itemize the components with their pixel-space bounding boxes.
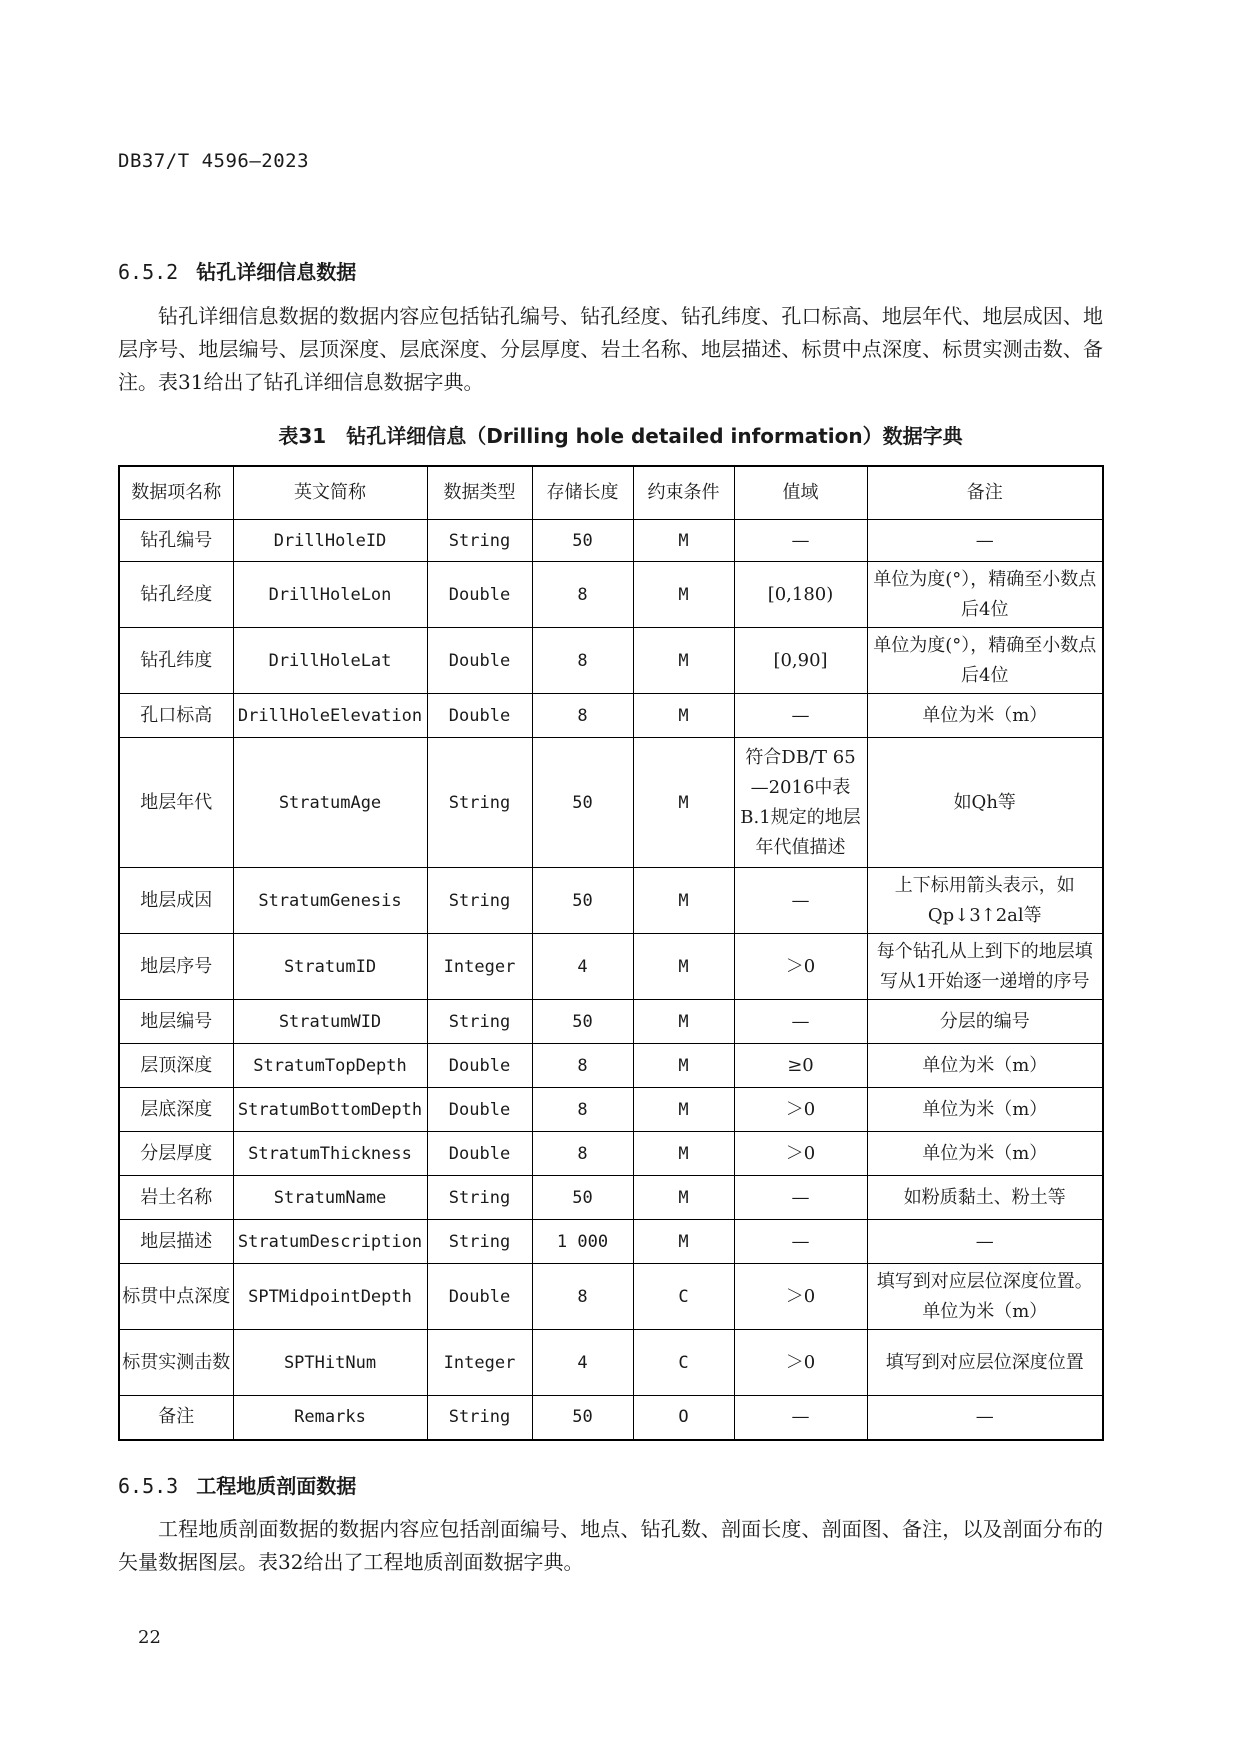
data-dictionary-table (118, 465, 1104, 1441)
table-cell: M (633, 520, 734, 562)
table-cell: DrillHoleLat (233, 628, 427, 694)
table-row (119, 520, 1103, 562)
table-cell: Double (427, 562, 532, 628)
table-cell: — (734, 520, 867, 562)
table-cell: C (633, 1264, 734, 1330)
col-header: 存储长度 (532, 466, 633, 520)
table-cell: StratumGenesis (233, 868, 427, 934)
table-cell: String (427, 1176, 532, 1220)
table-row (119, 1044, 1103, 1088)
table-cell: DrillHoleLon (233, 562, 427, 628)
table-cell: M (633, 868, 734, 934)
table-cell: — (867, 1220, 1103, 1264)
table-cell: 单位为米（m） (867, 1044, 1103, 1088)
table-cell: 50 (532, 1000, 633, 1044)
table-cell: 填写到对应层位深度位置 (867, 1330, 1103, 1396)
table-header-row (119, 466, 1103, 520)
table-cell: StratumAge (233, 738, 427, 868)
table-cell: M (633, 934, 734, 1000)
table-cell: 50 (532, 738, 633, 868)
table-cell: Double (427, 1132, 532, 1176)
table-cell: ＞0 (734, 1264, 867, 1330)
table-cell: 50 (532, 1176, 633, 1220)
table-cell: 8 (532, 562, 633, 628)
table-cell: String (427, 868, 532, 934)
table-cell: Double (427, 694, 532, 738)
table-cell: StratumThickness (233, 1132, 427, 1176)
table-cell: — (867, 1396, 1103, 1440)
table-cell: String (427, 520, 532, 562)
table-cell: 如Qh等 (867, 738, 1103, 868)
col-header: 数据项名称 (119, 466, 233, 520)
table-cell: String (427, 738, 532, 868)
table-cell: M (633, 562, 734, 628)
table-cell: M (633, 738, 734, 868)
table-row (119, 738, 1103, 868)
table-cell: M (633, 1220, 734, 1264)
table-cell: 8 (532, 1264, 633, 1330)
table-cell: M (633, 1088, 734, 1132)
col-header: 英文简称 (233, 466, 427, 520)
section-6-5-3-paragraph: 工程地质剖面数据的数据内容应包括剖面编号、地点、钻孔数、剖面长度、剖面图、备注，以及剖面分布的矢量数据图层。表32给出了工程地质剖面数据字典。 (118, 1517, 1103, 1574)
col-header: 值域 (734, 466, 867, 520)
table-cell: 地层成因 (119, 868, 233, 934)
table-cell: — (734, 1396, 867, 1440)
table-cell: 孔口标高 (119, 694, 233, 738)
table-cell: Double (427, 1088, 532, 1132)
table-cell: 单位为米（m） (867, 694, 1103, 738)
table-cell: 上下标用箭头表示，如Qp↓3↑2al等 (867, 868, 1103, 934)
col-header: 数据类型 (427, 466, 532, 520)
col-header: 约束条件 (633, 466, 734, 520)
table-cell: String (427, 1220, 532, 1264)
table-cell: 标贯中点深度 (119, 1264, 233, 1330)
section-number: 6.5.3 (118, 1474, 179, 1498)
table-cell: 符合DB/T 65—2016中表B.1规定的地层年代值描述 (734, 738, 867, 868)
table-cell: 钻孔经度 (119, 562, 233, 628)
section-6-5-2-heading (118, 256, 356, 285)
table-row (119, 868, 1103, 934)
table-cell: 50 (532, 1396, 633, 1440)
table-cell: — (867, 520, 1103, 562)
table-cell: Double (427, 1264, 532, 1330)
table-cell: 填写到对应层位深度位置。单位为米（m） (867, 1264, 1103, 1330)
table-cell: 岩土名称 (119, 1176, 233, 1220)
table-cell: SPTHitNum (233, 1330, 427, 1396)
table-cell: — (734, 1000, 867, 1044)
table-cell: M (633, 628, 734, 694)
table-cell: StratumWID (233, 1000, 427, 1044)
section-6-5-2-paragraph: 钻孔详细信息数据的数据内容应包括钻孔编号、钻孔经度、钻孔纬度、孔口标高、地层年代、地层成因、地层序号、地层编号、层顶深度、层底深度、分层厚度、岩土名称、地层描述、标贯中点深度、标贯实测击数、备注。表31给出了钻孔详细信息数据字典。 (118, 304, 1103, 394)
table-cell: ＞0 (734, 934, 867, 1000)
table-cell: DrillHoleElevation (233, 694, 427, 738)
table-cell: 50 (532, 520, 633, 562)
table-cell: 地层序号 (119, 934, 233, 1000)
table-row (119, 1176, 1103, 1220)
table-cell: 1 000 (532, 1220, 633, 1264)
table-row (119, 694, 1103, 738)
table-row (119, 934, 1103, 1000)
table-cell: 4 (532, 934, 633, 1000)
table-cell: [0,180) (734, 562, 867, 628)
table-cell: 分层厚度 (119, 1132, 233, 1176)
table-cell: Integer (427, 934, 532, 1000)
table-cell: 地层描述 (119, 1220, 233, 1264)
table-cell: ＞0 (734, 1330, 867, 1396)
table-cell: 分层的编号 (867, 1000, 1103, 1044)
table-cell: 8 (532, 1044, 633, 1088)
document-code: DB37/T 4596—2023 (118, 150, 310, 172)
table-cell: 备注 (119, 1396, 233, 1440)
section-6-5-3-heading (118, 1470, 356, 1499)
table-cell: — (734, 1176, 867, 1220)
table-row (119, 1220, 1103, 1264)
table-cell: M (633, 694, 734, 738)
table-cell: ≥0 (734, 1044, 867, 1088)
table-cell: StratumTopDepth (233, 1044, 427, 1088)
table-cell: 钻孔纬度 (119, 628, 233, 694)
table-cell: ＞0 (734, 1088, 867, 1132)
table-cell: StratumDescription (233, 1220, 427, 1264)
table-row (119, 562, 1103, 628)
table-cell: 地层编号 (119, 1000, 233, 1044)
table-row (119, 628, 1103, 694)
section-title: 工程地质剖面数据 (196, 1474, 357, 1498)
table-row (119, 1088, 1103, 1132)
table-cell: M (633, 1176, 734, 1220)
table-cell: 8 (532, 1132, 633, 1176)
table-row (119, 1000, 1103, 1044)
table-cell: M (633, 1132, 734, 1176)
table-cell: 8 (532, 694, 633, 738)
table-cell: M (633, 1044, 734, 1088)
table-cell: StratumID (233, 934, 427, 1000)
table-cell: StratumBottomDepth (233, 1088, 427, 1132)
col-header: 备注 (867, 466, 1103, 520)
table-row (119, 1132, 1103, 1176)
table-cell: SPTMidpointDepth (233, 1264, 427, 1330)
table-cell: DrillHoleID (233, 520, 427, 562)
table-cell: 8 (532, 628, 633, 694)
table-cell: — (734, 694, 867, 738)
table-cell: String (427, 1000, 532, 1044)
table-cell: 地层年代 (119, 738, 233, 868)
table-row (119, 1396, 1103, 1440)
table-cell: 50 (532, 868, 633, 934)
table-cell: 层顶深度 (119, 1044, 233, 1088)
table-cell: 单位为度(°），精确至小数点后4位 (867, 562, 1103, 628)
table-cell: C (633, 1330, 734, 1396)
table-cell: Double (427, 628, 532, 694)
table-cell: 单位为米（m） (867, 1088, 1103, 1132)
table-cell: Remarks (233, 1396, 427, 1440)
table-cell: 标贯实测击数 (119, 1330, 233, 1396)
table-cell: O (633, 1396, 734, 1440)
table-row (119, 1330, 1103, 1396)
table-cell: 8 (532, 1088, 633, 1132)
table-cell: 单位为度(°），精确至小数点后4位 (867, 628, 1103, 694)
page-number: 22 (138, 1627, 161, 1648)
table-cell: String (427, 1396, 532, 1440)
table-cell: 4 (532, 1330, 633, 1396)
table-cell: Double (427, 1044, 532, 1088)
table-cell: 钻孔编号 (119, 520, 233, 562)
table-cell: 如粉质黏土、粉土等 (867, 1176, 1103, 1220)
table-cell: M (633, 1000, 734, 1044)
table-cell: 单位为米（m） (867, 1132, 1103, 1176)
section-number: 6.5.2 (118, 260, 179, 284)
section-title: 钻孔详细信息数据 (196, 260, 357, 284)
table-cell: 每个钻孔从上到下的地层填写从1开始逐一递增的序号 (867, 934, 1103, 1000)
table-caption: 表31 钻孔详细信息（Drilling hole detailed information）数据字典 (278, 424, 963, 448)
table-cell: [0,90] (734, 628, 867, 694)
table-cell: StratumName (233, 1176, 427, 1220)
table-cell: 层底深度 (119, 1088, 233, 1132)
table-cell: Integer (427, 1330, 532, 1396)
table-cell: — (734, 868, 867, 934)
table-cell: ＞0 (734, 1132, 867, 1176)
table-row (119, 1264, 1103, 1330)
table-cell: — (734, 1220, 867, 1264)
